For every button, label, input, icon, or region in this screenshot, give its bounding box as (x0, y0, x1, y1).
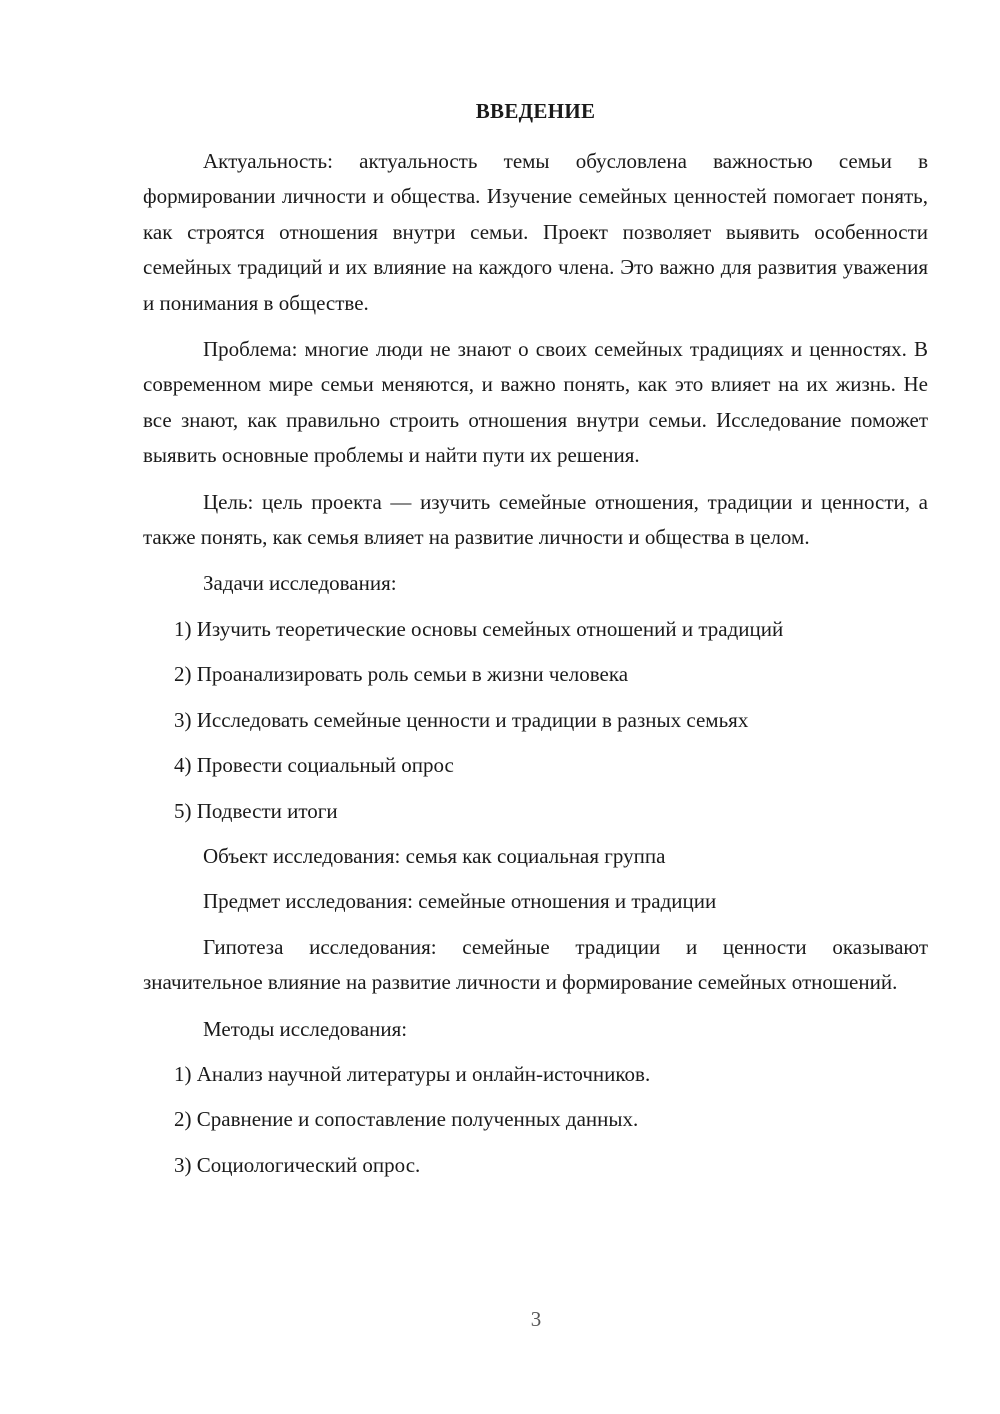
problem-paragraph: Проблема: многие люди не знают о своих семейных традициях и ценностях. В современном мире семьи меняются, и важно понять, как это влияет на их жизнь. Не все знают, как правильно строить отношения внутри семьи. Исследование поможет выявить основные проблемы и найти пути их решения. (143, 337, 928, 468)
task-item: 2) Проанализировать роль семьи в жизни человека (174, 662, 629, 687)
task-item: 4) Провести социальный опрос (174, 753, 454, 778)
subject-paragraph: Предмет исследования: семейные отношения и традиции (203, 889, 717, 914)
goal-paragraph: Цель: цель проекта — изучить семейные отношения, традиции и ценности, а также понять, как семья влияет на развитие личности и общества в целом. (143, 489, 928, 550)
tasks-heading: Задачи исследования: (203, 571, 397, 596)
method-item: 3) Социологический опрос. (174, 1152, 421, 1177)
hypothesis-paragraph: Гипотеза исследования: семейные традиции и ценности оказывают значительное влияние на развитие личности и формирование семейных отношений. (143, 934, 928, 995)
methods-heading: Методы исследования: (203, 1016, 408, 1041)
method-item: 1) Анализ научной литературы и онлайн-источников. (174, 1061, 651, 1086)
task-item: 5) Подвести итоги (174, 798, 338, 823)
page-number: 3 (530, 1307, 542, 1331)
relevance-paragraph: Актуальность: актуальность темы обусловлена важностью семьи в формировании личности и общества. Изучение семейных ценностей помогает понять, как строятся отношения внутри семьи. Проект позволяет выявить особенности семейных традиций и их влияние на каждого члена. Это важно для развития уважения и понимания в обществе. (143, 149, 928, 315)
method-item: 2) Сравнение и сопоставление полученных данных. (174, 1107, 639, 1132)
task-item: 1) Изучить теоретические основы семейных отношений и традиций (174, 616, 784, 641)
object-paragraph: Объект исследования: семья как социальная группа (203, 843, 666, 868)
page-title: ВВЕДЕНИЕ (475, 99, 596, 123)
page-content (143, 96, 928, 1193)
task-item: 3) Исследовать семейные ценности и традиции в разных семьях (174, 707, 749, 732)
